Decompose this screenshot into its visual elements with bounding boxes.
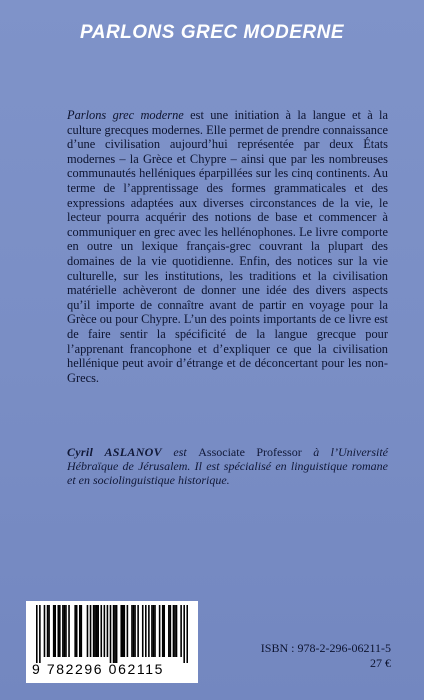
price: 27 € bbox=[370, 656, 391, 670]
barcode-bar bbox=[120, 605, 122, 657]
barcode bbox=[26, 601, 198, 683]
barcode-bar bbox=[174, 605, 176, 657]
author-a: à bbox=[301, 445, 331, 459]
book-title: PARLONS GREC MODERNE bbox=[79, 22, 345, 43]
barcode-bar bbox=[100, 605, 102, 657]
barcode-bar bbox=[151, 605, 153, 657]
barcode-bar bbox=[74, 605, 76, 657]
author-role: Associate Professor bbox=[198, 445, 302, 459]
barcode-bar bbox=[65, 605, 67, 657]
barcode-bar bbox=[107, 605, 109, 657]
summary-lead-title: Parlons grec moderne bbox=[67, 108, 184, 122]
barcode-bar bbox=[116, 605, 118, 663]
barcode-bar bbox=[68, 605, 70, 657]
barcode-bar bbox=[62, 605, 64, 657]
barcode-bar bbox=[127, 605, 129, 657]
isbn: ISBN : 978-2-296-06211-5 bbox=[260, 641, 391, 655]
barcode-bar bbox=[94, 605, 96, 657]
barcode-bar bbox=[133, 605, 135, 657]
barcode-bar bbox=[142, 605, 144, 657]
barcode-bars bbox=[36, 605, 188, 663]
author-institution: l’Université Hébraïque de Jérusalem. Il est spécialisé en linguistique romane et en sociolinguistique historique. bbox=[67, 445, 388, 488]
barcode-bar bbox=[186, 605, 188, 663]
barcode-bar bbox=[176, 605, 178, 657]
summary-text bbox=[67, 108, 388, 385]
barcode-bar bbox=[44, 605, 46, 657]
barcode-bar bbox=[59, 605, 61, 657]
barcode-bar bbox=[79, 605, 81, 657]
barcode-bar bbox=[183, 605, 185, 663]
barcode-bar bbox=[180, 605, 182, 657]
barcode-bar bbox=[110, 605, 112, 663]
author-name: Cyril ASLANOV bbox=[67, 445, 162, 459]
barcode-bar bbox=[53, 605, 55, 657]
barcode-bar bbox=[170, 605, 172, 657]
barcode-bar bbox=[39, 605, 41, 663]
barcode-bar bbox=[54, 605, 56, 657]
barcode-bar bbox=[131, 605, 133, 657]
barcode-bar bbox=[96, 605, 98, 657]
barcode-bar bbox=[90, 605, 92, 657]
barcode-bar bbox=[57, 605, 59, 657]
barcode-bar bbox=[64, 605, 66, 657]
barcode-bar bbox=[104, 605, 106, 657]
barcode-bar bbox=[173, 605, 175, 657]
barcode-bar bbox=[145, 605, 147, 657]
barcode-bar bbox=[168, 605, 170, 657]
barcode-bar bbox=[81, 605, 83, 657]
barcode-bar bbox=[87, 605, 89, 657]
author-bio bbox=[67, 445, 388, 488]
barcode-bar bbox=[122, 605, 124, 657]
barcode-digits: 9 782296 062115 bbox=[32, 661, 164, 677]
barcode-bar bbox=[97, 605, 99, 657]
barcode-bar bbox=[137, 605, 139, 657]
barcode-bar bbox=[159, 605, 161, 657]
barcode-bar bbox=[93, 605, 95, 657]
barcode-bar bbox=[36, 605, 38, 663]
barcode-bar bbox=[76, 605, 78, 657]
barcode-bar bbox=[153, 605, 155, 657]
barcode-bar bbox=[154, 605, 156, 657]
barcode-bar bbox=[47, 605, 49, 657]
barcode-bar bbox=[162, 605, 164, 657]
summary-body: est une initiation à la langue et à la culture grecques modernes. Elle permet de prendre connaissance d’une civilisation aujourd’hui représentée par deux États modernes – la Grèce et Chypre – ainsi que par les nombreuses communautés helléniques éparpillées sur les cinq continents. Au terme de l’apprentissage des formes grammaticales et des expressions adaptées aux diverses circonstances de la vie, le lecteur pourra acquérir des notions de base et commencer à communiquer en grec avec les hellénophones. Le livre comporte en outre un lexique français-grec couvrant la plupart des domaines de la vie quotidienne. Enfin, des notices sur la vie culturelle, sur les institutions, les traditions et la civilisation matérielle achèveront de donner une idée des divers aspects qu’il importe de connaître avant de partir en voyage pour la Grèce ou pour Chypre. L’un des points importants de ce livre est de faire sentir la spécificité de la langue grecque pour l’apprenant francophone et d’expliquer ce que la civilisation hellénique peut avoir d’étrange et de déconcertant pour les non-Grecs. bbox=[67, 108, 388, 385]
barcode-bar bbox=[163, 605, 165, 657]
barcode-bar bbox=[148, 605, 150, 657]
barcode-bar bbox=[114, 605, 116, 663]
barcode-bar bbox=[48, 605, 50, 657]
barcode-bar bbox=[134, 605, 136, 657]
barcode-bar bbox=[113, 605, 115, 663]
author-est: est bbox=[161, 445, 199, 459]
barcode-bar bbox=[124, 605, 126, 657]
